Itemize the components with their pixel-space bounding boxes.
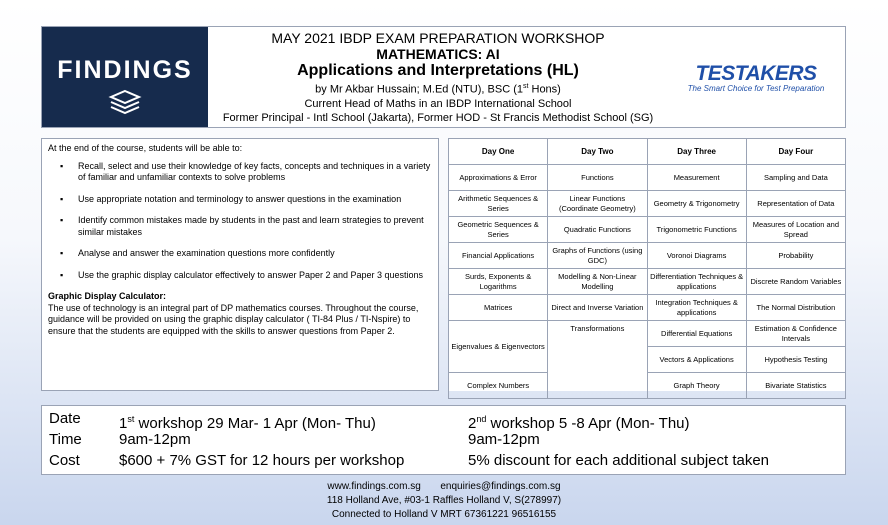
book-stack-icon xyxy=(108,89,142,115)
table-row xyxy=(449,269,846,295)
table-cell: Hypothesis Testing xyxy=(746,347,845,373)
website-link[interactable]: www.findings.com.sg xyxy=(327,481,421,492)
schedule-table xyxy=(448,138,846,391)
time-label: Time xyxy=(49,431,82,448)
footer-address: 118 Holland Ave, #03-1 Raffles Holland V, S(278997) xyxy=(326,495,562,506)
table-cell: Graphs of Functions (using GDC) xyxy=(548,243,647,269)
table-cell: Quadratic Functions xyxy=(548,217,647,243)
table-cell: Linear Functions (Coordinate Geometry) xyxy=(548,191,647,217)
table-cell: Sampling and Data xyxy=(746,165,845,191)
footer-contact-line xyxy=(240,480,648,494)
table-row xyxy=(449,217,846,243)
table-cell: Estimation & Confidence Intervals xyxy=(746,321,845,347)
workshop-title-block xyxy=(208,30,668,125)
table-cell: Vectors & Applications xyxy=(647,347,746,373)
testakers-logo xyxy=(670,62,842,93)
workshop-2-date: 2nd workshop 5 -8 Apr (Mon- Thu) xyxy=(468,414,690,432)
presenter-role-current: Current Head of Maths in an IBDP International School xyxy=(304,97,572,110)
col-header-day-two: Day Two xyxy=(548,139,647,165)
table-row xyxy=(449,373,846,399)
findings-logo xyxy=(42,27,208,127)
table-cell: Graph Theory xyxy=(647,373,746,399)
table-cell: Geometry & Trigonometry xyxy=(647,191,746,217)
workshop-info-box xyxy=(41,405,846,475)
workshop-title: MAY 2021 IBDP EXAM PREPARATION WORKSHOP xyxy=(271,30,605,46)
table-cell: Arithmetic Sequences & Series xyxy=(449,191,548,217)
table-cell: Measurement xyxy=(647,165,746,191)
table-cell: Integration Techniques & applications xyxy=(647,295,746,321)
table-cell: Approximations & Error xyxy=(449,165,548,191)
table-row xyxy=(449,165,846,191)
table-cell: Financial Applications xyxy=(449,243,548,269)
table-cell: Differentiation Techniques & applications xyxy=(647,269,746,295)
table-cell: Matrices xyxy=(449,295,548,321)
table-cell: Discrete Random Variables xyxy=(746,269,845,295)
col-header-day-four: Day Four xyxy=(746,139,845,165)
table-row xyxy=(449,191,846,217)
workshop-1-date: 1st workshop 29 Mar- 1 Apr (Mon- Thu) xyxy=(119,414,376,432)
email-link[interactable]: enquiries@findings.com.sg xyxy=(440,481,561,492)
testakers-logo-text: TESTAKERS xyxy=(695,62,817,85)
table-cell: Eigenvalues & Eigenvectors xyxy=(449,321,548,373)
testakers-tagline: The Smart Choice for Test Preparation xyxy=(687,84,825,93)
col-header-day-one: Day One xyxy=(449,139,548,165)
table-cell: Measures of Location and Spread xyxy=(746,217,845,243)
objectives-intro: At the end of the course, students will be able to: xyxy=(48,143,243,153)
subject-title: MATHEMATICS: AI xyxy=(376,46,500,62)
table-cell: Surds, Exponents & Logarithms xyxy=(449,269,548,295)
presenter-line: by Mr Akbar Hussain; M.Ed (NTU), BSC (1st Hons) xyxy=(315,83,561,96)
presenter-role-former: Former Principal - Intl School (Jakarta), Former HOD - St Francis Methodist School (SG) xyxy=(222,111,654,124)
objectives-list xyxy=(48,161,432,282)
table-cell: Geometric Sequences & Series xyxy=(449,217,548,243)
table-cell: Complex Numbers xyxy=(449,373,548,399)
workshop-2-time: 9am-12pm xyxy=(468,431,540,448)
objective-item: ▪ Recall, select and use their knowledge of key facts, concepts and techniques in a variety of familiar and unfamiliar contexts to solve problems xyxy=(64,161,432,184)
table-cell: Probability xyxy=(746,243,845,269)
table-row xyxy=(449,243,846,269)
objective-item: ▪ Use the graphic display calculator effectively to answer Paper 2 and Paper 3 questions xyxy=(64,270,432,282)
table-header-row xyxy=(449,139,846,165)
objective-item: ▪ Use appropriate notation and terminology to answer questions in the examination xyxy=(64,194,432,206)
course-objectives-box xyxy=(41,138,439,391)
footer-phone: Connected to Holland V MRT 67361221 96516155 xyxy=(331,509,557,520)
cost-label: Cost xyxy=(49,452,80,469)
table-cell: Functions xyxy=(548,165,647,191)
workshop-1-time: 9am-12pm xyxy=(119,431,191,448)
table-row xyxy=(449,321,846,347)
col-header-day-three: Day Three xyxy=(647,139,746,165)
footer xyxy=(240,480,648,522)
table-cell: Bivariate Statistics xyxy=(746,373,845,399)
table-cell: Representation of Data xyxy=(746,191,845,217)
subject-subtitle: Applications and Interpretations (HL) xyxy=(297,62,579,79)
date-label: Date xyxy=(49,410,81,427)
findings-logo-text: FINDINGS xyxy=(57,56,193,84)
table-cell: Differential Equations xyxy=(647,321,746,347)
objective-item: ▪ Identify common mistakes made by students in the past and learn strategies to prevent similar mistakes xyxy=(64,215,432,238)
gdc-text: The use of technology is an integral part of DP mathematics courses. Throughout the course, guidance will be provided on using the graphic display calculator ( TI-84 Plus / TI-Nspire) to ensure that the students are equipped with the skills to answer questions from Paper 2. xyxy=(48,302,419,336)
table-cell: Direct and Inverse Variation xyxy=(548,295,647,321)
objective-item: ▪ Analyse and answer the examination questions more confidently xyxy=(64,248,432,260)
table-cell: Trigonometric Functions xyxy=(647,217,746,243)
discount-text: 5% discount for each additional subject taken xyxy=(468,452,770,469)
table-row xyxy=(449,295,846,321)
table-cell: Modelling & Non-Linear Modelling xyxy=(548,269,647,295)
table-cell: The Normal Distribution xyxy=(746,295,845,321)
gdc-heading: Graphic Display Calculator: xyxy=(48,291,167,301)
table-cell: Transformations xyxy=(548,321,647,399)
table-cell: Voronoi Diagrams xyxy=(647,243,746,269)
workshop-cost: $600 + 7% GST for 12 hours per workshop xyxy=(119,452,405,469)
